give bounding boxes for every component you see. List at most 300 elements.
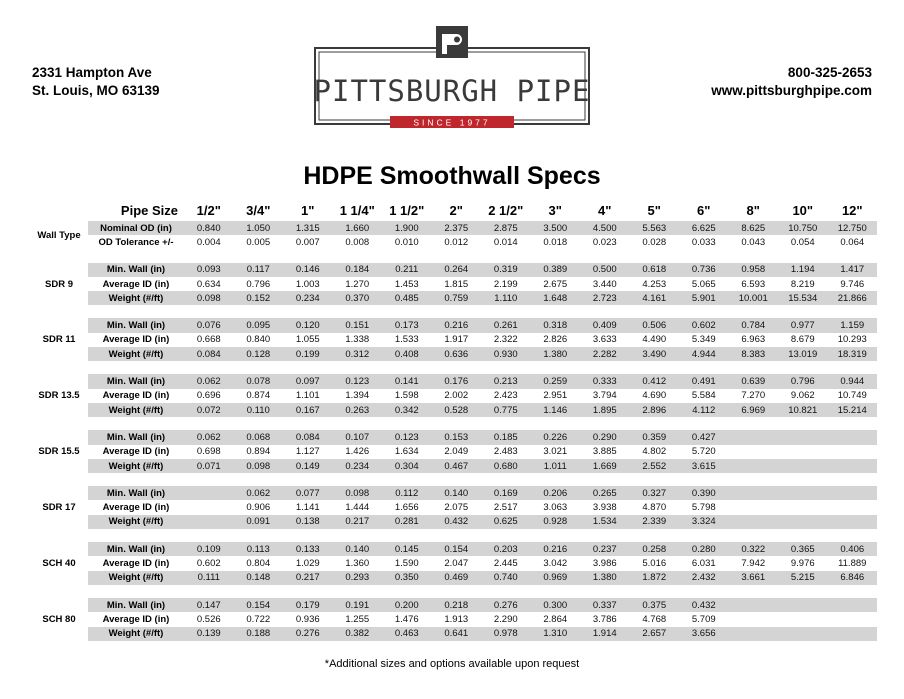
table-cell: 0.033 <box>691 236 716 248</box>
table-cell: 0.084 <box>283 430 333 444</box>
table-cell: 3.042 <box>543 557 568 569</box>
table-cell: 1.444 <box>345 502 370 514</box>
table-cell: 4.112 <box>679 403 729 417</box>
table-cell: 0.639 <box>729 374 779 388</box>
table-cell <box>778 430 828 444</box>
table-cell: 0.139 <box>184 627 234 641</box>
table-cell: 0.169 <box>481 486 531 500</box>
table-cell: 0.062 <box>184 430 234 444</box>
table-cell: 0.406 <box>828 542 878 556</box>
address-line2: St. Louis, MO 63139 <box>32 83 160 98</box>
table-cell <box>828 627 878 641</box>
table-cell: 0.958 <box>729 263 779 277</box>
table-cell <box>828 445 878 459</box>
table-cell: 9.062 <box>790 390 815 402</box>
row-label: Average ID (in) <box>102 557 170 569</box>
table-cell: 0.874 <box>246 390 271 402</box>
table-cell: 1.914 <box>580 627 630 641</box>
table-cell: 0.072 <box>184 403 234 417</box>
row-label: Weight (#/ft) <box>88 403 184 417</box>
group-label: SCH 80 <box>30 598 88 641</box>
table-cell <box>828 430 878 444</box>
specs-table <box>30 199 877 641</box>
table-cell: 0.023 <box>592 236 617 248</box>
table-cell: 0.012 <box>444 236 469 248</box>
table-cell: 4.944 <box>679 347 729 361</box>
table-cell <box>729 430 779 444</box>
table-cell: 0.068 <box>234 430 284 444</box>
table-cell: 1.159 <box>828 318 878 332</box>
pipe-size-header: 2" <box>449 202 463 218</box>
table-row <box>30 277 877 291</box>
table-cell: 0.318 <box>531 318 581 332</box>
table-cell: 0.528 <box>432 403 482 417</box>
table-cell: 1.669 <box>580 459 630 473</box>
table-cell: 1.648 <box>531 291 581 305</box>
row-label: Weight (#/ft) <box>88 291 184 305</box>
table-cell: 0.936 <box>295 613 320 625</box>
table-cell: 8.679 <box>790 334 815 346</box>
table-row <box>30 445 877 459</box>
table-cell: 0.234 <box>333 459 383 473</box>
table-cell: 0.258 <box>630 542 680 556</box>
table-cell: 0.668 <box>196 334 221 346</box>
table-cell <box>828 459 878 473</box>
table-cell: 0.281 <box>382 515 432 529</box>
table-cell: 0.636 <box>432 347 482 361</box>
table-cell: 0.390 <box>679 486 729 500</box>
table-cell: 5.798 <box>691 502 716 514</box>
table-cell <box>778 445 828 459</box>
table-cell: 0.109 <box>184 542 234 556</box>
table-cell: 2.375 <box>432 221 482 235</box>
table-cell: 0.054 <box>790 236 815 248</box>
table-cell: 0.928 <box>531 515 581 529</box>
table-cell: 0.185 <box>481 430 531 444</box>
table-cell: 0.077 <box>283 486 333 500</box>
table-cell <box>778 515 828 529</box>
pipe-size-header: 3" <box>548 202 562 218</box>
table-cell: 0.618 <box>630 263 680 277</box>
table-cell: 8.219 <box>790 278 815 290</box>
table-row <box>30 571 877 585</box>
table-cell: 0.409 <box>580 318 630 332</box>
table-cell: 4.161 <box>630 291 680 305</box>
table-cell: 8.625 <box>729 221 779 235</box>
table-cell: 0.110 <box>234 403 284 417</box>
table-cell: 4.802 <box>642 446 667 458</box>
table-cell: 6.963 <box>741 334 766 346</box>
table-cell: 5.563 <box>630 221 680 235</box>
table-cell: 1.380 <box>531 347 581 361</box>
table-cell: 0.840 <box>246 334 271 346</box>
table-cell: 0.333 <box>580 374 630 388</box>
table-cell: 6.969 <box>729 403 779 417</box>
table-cell: 10.749 <box>837 390 867 402</box>
table-cell: 1.270 <box>345 278 370 290</box>
table-cell: 0.370 <box>333 291 383 305</box>
table-cell: 0.078 <box>234 374 284 388</box>
group-spacer <box>30 585 877 598</box>
table-cell: 0.112 <box>382 486 432 500</box>
table-cell: 0.141 <box>382 374 432 388</box>
table-cell: 0.076 <box>184 318 234 332</box>
table-row <box>30 627 877 641</box>
table-cell: 18.319 <box>828 347 878 361</box>
table-cell: 0.237 <box>580 542 630 556</box>
table-row <box>30 235 877 249</box>
table-cell: 0.500 <box>580 263 630 277</box>
table-cell: 0.217 <box>333 515 383 529</box>
table-cell: 3.986 <box>592 557 617 569</box>
pipe-size-header: 6" <box>697 202 711 218</box>
table-cell <box>729 515 779 529</box>
table-cell: 0.147 <box>184 598 234 612</box>
table-cell: 2.483 <box>493 446 518 458</box>
group-label: SDR 9 <box>30 263 88 306</box>
table-cell: 0.010 <box>394 236 419 248</box>
table-cell: 0.261 <box>481 318 531 332</box>
table-cell: 0.485 <box>382 291 432 305</box>
table-cell: 0.804 <box>246 557 271 569</box>
table-cell: 3.615 <box>679 459 729 473</box>
table-row <box>30 347 877 361</box>
table-cell <box>184 500 234 514</box>
table-cell: 2.339 <box>630 515 680 529</box>
table-cell: 0.234 <box>283 291 333 305</box>
table-cell: 3.885 <box>592 446 617 458</box>
group-label: Wall Type <box>30 221 88 250</box>
table-cell: 0.146 <box>283 263 333 277</box>
row-label: Nominal OD (in) <box>88 221 184 235</box>
table-row <box>30 291 877 305</box>
table-cell: 0.382 <box>333 627 383 641</box>
table-cell: 2.552 <box>630 459 680 473</box>
table-cell <box>729 445 779 459</box>
table-cell: 1.338 <box>345 334 370 346</box>
table-row <box>30 486 877 500</box>
table-cell: 0.062 <box>234 486 284 500</box>
table-cell: 0.259 <box>531 374 581 388</box>
table-cell: 0.145 <box>382 542 432 556</box>
table-cell: 0.432 <box>679 598 729 612</box>
table-cell: 2.423 <box>493 390 518 402</box>
table-cell: 0.084 <box>184 347 234 361</box>
row-label: Average ID (in) <box>102 502 170 514</box>
table-cell: 3.656 <box>679 627 729 641</box>
table-cell: 0.740 <box>481 571 531 585</box>
table-cell: 0.680 <box>481 459 531 473</box>
table-cell: 5.584 <box>691 390 716 402</box>
pipe-size-header: 12" <box>841 202 863 218</box>
table-cell: 0.389 <box>531 263 581 277</box>
table-cell: 5.215 <box>778 571 828 585</box>
table-cell: 2.049 <box>444 446 469 458</box>
table-cell <box>828 598 878 612</box>
table-cell: 4.690 <box>642 390 667 402</box>
table-cell: 12.750 <box>828 221 878 235</box>
group-spacer <box>30 250 877 263</box>
table-cell: 1.895 <box>580 403 630 417</box>
row-label: Min. Wall (in) <box>88 318 184 332</box>
table-cell: 0.978 <box>481 627 531 641</box>
table-cell: 0.005 <box>246 236 271 248</box>
table-cell: 0.062 <box>184 374 234 388</box>
table-cell: 4.490 <box>642 334 667 346</box>
table-cell: 0.365 <box>778 542 828 556</box>
row-label: Average ID (in) <box>102 334 170 346</box>
table-cell: 0.784 <box>729 318 779 332</box>
table-cell: 0.226 <box>531 430 581 444</box>
table-cell <box>729 500 779 514</box>
table-cell: 0.128 <box>234 347 284 361</box>
table-cell: 0.064 <box>840 236 865 248</box>
table-cell: 1.634 <box>394 446 419 458</box>
pipe-size-header: 1" <box>301 202 315 218</box>
table-cell: 0.276 <box>481 598 531 612</box>
row-label: Weight (#/ft) <box>88 515 184 529</box>
table-cell: 2.432 <box>679 571 729 585</box>
table-cell: 1.534 <box>580 515 630 529</box>
table-row <box>30 542 877 556</box>
table-cell: 0.263 <box>333 403 383 417</box>
table-row <box>30 430 877 444</box>
table-cell: 0.264 <box>432 263 482 277</box>
page-title: HDPE Smoothwall Specs <box>303 162 601 190</box>
table-cell: 0.176 <box>432 374 482 388</box>
pipe-size-header: 10" <box>792 202 814 218</box>
table-cell: 21.866 <box>828 291 878 305</box>
group-spacer <box>30 305 877 318</box>
table-cell: 1.380 <box>580 571 630 585</box>
size-header-row <box>30 199 877 221</box>
table-cell: 0.098 <box>184 291 234 305</box>
table-cell: 2.826 <box>543 334 568 346</box>
table-cell: 0.148 <box>234 571 284 585</box>
table-cell: 0.625 <box>481 515 531 529</box>
group-spacer <box>30 473 877 486</box>
table-cell: 2.896 <box>630 403 680 417</box>
table-cell: 0.312 <box>333 347 383 361</box>
group-label: SDR 13.5 <box>30 374 88 417</box>
table-cell: 0.113 <box>234 542 284 556</box>
table-cell: 5.720 <box>691 446 716 458</box>
table-cell: 2.864 <box>543 613 568 625</box>
group-label: SCH 40 <box>30 542 88 585</box>
table-cell: 0.634 <box>196 278 221 290</box>
table-cell <box>729 612 779 626</box>
table-cell: 15.214 <box>828 403 878 417</box>
table-cell: 3.633 <box>592 334 617 346</box>
table-cell: 0.184 <box>333 263 383 277</box>
table-cell: 9.746 <box>840 278 865 290</box>
table-row <box>30 389 877 403</box>
table-cell: 0.211 <box>382 263 432 277</box>
table-cell: 0.153 <box>432 430 482 444</box>
table-cell: 1.141 <box>295 502 320 514</box>
table-cell: 0.173 <box>382 318 432 332</box>
table-cell: 7.270 <box>741 390 766 402</box>
address-line1: 2331 Hampton Ave <box>32 65 152 80</box>
table-cell: 7.942 <box>741 557 766 569</box>
table-cell: 4.253 <box>642 278 667 290</box>
table-cell: 1.660 <box>333 221 383 235</box>
table-cell: 1.003 <box>295 278 320 290</box>
table-cell: 2.322 <box>493 334 518 346</box>
table-cell: 0.977 <box>778 318 828 332</box>
table-cell: 1.476 <box>394 613 419 625</box>
table-cell: 10.750 <box>778 221 828 235</box>
table-cell: 2.875 <box>481 221 531 235</box>
table-cell <box>778 500 828 514</box>
table-cell: 4.500 <box>580 221 630 235</box>
table-cell: 2.657 <box>630 627 680 641</box>
table-cell: 0.203 <box>481 542 531 556</box>
table-cell: 0.930 <box>481 347 531 361</box>
pipe-size-label: Pipe Size <box>120 202 178 218</box>
table-row <box>30 500 877 514</box>
table-cell: 6.625 <box>679 221 729 235</box>
table-cell: 0.191 <box>333 598 383 612</box>
table-cell: 0.200 <box>382 598 432 612</box>
table-cell: 0.179 <box>283 598 333 612</box>
table-cell: 0.432 <box>432 515 482 529</box>
table-cell: 0.840 <box>184 221 234 235</box>
table-cell: 1.917 <box>444 334 469 346</box>
table-cell: 1.417 <box>828 263 878 277</box>
table-cell: 1.815 <box>444 278 469 290</box>
table-cell: 0.602 <box>196 557 221 569</box>
row-label: Weight (#/ft) <box>88 627 184 641</box>
table-cell <box>778 627 828 641</box>
row-label: Min. Wall (in) <box>88 374 184 388</box>
table-cell: 0.276 <box>283 627 333 641</box>
table-cell <box>184 486 234 500</box>
group-spacer <box>30 417 877 430</box>
table-cell: 0.216 <box>432 318 482 332</box>
table-cell: 0.526 <box>196 613 221 625</box>
table-cell: 1.426 <box>345 446 370 458</box>
table-cell: 6.846 <box>828 571 878 585</box>
table-row <box>30 556 877 570</box>
phone-number: 800-325-2653 <box>787 65 872 80</box>
table-cell: 0.206 <box>531 486 581 500</box>
row-label: Average ID (in) <box>102 390 170 402</box>
table-cell <box>778 459 828 473</box>
contact-block <box>711 64 872 100</box>
table-cell: 13.019 <box>778 347 828 361</box>
table-cell: 2.290 <box>493 613 518 625</box>
pipe-size-header: 1/2" <box>196 202 221 218</box>
table-cell: 2.517 <box>493 502 518 514</box>
table-cell: 0.506 <box>630 318 680 332</box>
table-cell: 0.427 <box>679 430 729 444</box>
address-block <box>32 64 160 100</box>
table-cell: 3.021 <box>543 446 568 458</box>
table-cell: 2.723 <box>580 291 630 305</box>
table-cell: 6.031 <box>691 557 716 569</box>
table-cell: 3.661 <box>729 571 779 585</box>
company-logo <box>314 26 590 130</box>
table-cell: 2.047 <box>444 557 469 569</box>
table-cell: 15.534 <box>778 291 828 305</box>
table-cell: 1.913 <box>444 613 469 625</box>
table-cell <box>729 486 779 500</box>
table-cell: 0.722 <box>246 613 271 625</box>
table-cell: 11.889 <box>838 557 867 569</box>
table-cell: 0.216 <box>531 542 581 556</box>
table-cell: 0.775 <box>481 403 531 417</box>
table-cell: 10.001 <box>729 291 779 305</box>
logo-tagline: SINCE 1977 <box>413 117 491 128</box>
table-cell: 0.280 <box>679 542 729 556</box>
table-cell: 0.350 <box>382 571 432 585</box>
table-cell: 1.315 <box>283 221 333 235</box>
table-cell: 0.098 <box>234 459 284 473</box>
table-cell: 1.394 <box>345 390 370 402</box>
group-spacer <box>30 361 877 374</box>
table-cell: 0.906 <box>246 502 271 514</box>
table-cell: 0.217 <box>283 571 333 585</box>
group-spacer <box>30 529 877 542</box>
table-cell: 1.453 <box>394 278 419 290</box>
table-cell: 0.319 <box>481 263 531 277</box>
table-cell: 1.101 <box>295 390 320 402</box>
table-cell: 0.167 <box>283 403 333 417</box>
table-cell: 0.293 <box>333 571 383 585</box>
table-cell <box>828 515 878 529</box>
table-cell: 0.111 <box>184 571 234 585</box>
table-cell: 1.011 <box>531 459 581 473</box>
table-cell: 0.138 <box>283 515 333 529</box>
pipe-size-header: 5" <box>647 202 661 218</box>
row-label: Average ID (in) <box>102 278 170 290</box>
table-cell: 0.698 <box>196 446 221 458</box>
footnote: *Additional sizes and options available upon request <box>324 658 580 670</box>
table-cell: 0.265 <box>580 486 630 500</box>
table-cell: 0.098 <box>333 486 383 500</box>
table-row <box>30 612 877 626</box>
table-row <box>30 403 877 417</box>
table-cell: 3.063 <box>543 502 568 514</box>
table-cell: 0.375 <box>630 598 680 612</box>
table-cell: 0.894 <box>246 446 271 458</box>
logo-name: PITTSBURGH PIPE <box>314 74 590 108</box>
table-cell: 0.463 <box>382 627 432 641</box>
table-cell: 0.290 <box>580 430 630 444</box>
table-cell: 0.337 <box>580 598 630 612</box>
pipe-size-header: 1 1/2" <box>389 202 425 218</box>
table-cell: 5.349 <box>691 334 716 346</box>
table-cell: 1.360 <box>345 557 370 569</box>
table-cell: 0.151 <box>333 318 383 332</box>
table-cell: 0.107 <box>333 430 383 444</box>
table-cell: 0.007 <box>295 236 320 248</box>
table-cell: 2.002 <box>444 390 469 402</box>
table-row <box>30 263 877 277</box>
row-label: Weight (#/ft) <box>88 347 184 361</box>
website-link[interactable]: www.pittsburghpipe.com <box>711 83 872 98</box>
table-cell <box>729 459 779 473</box>
table-row <box>30 318 877 332</box>
table-cell: 0.043 <box>741 236 766 248</box>
row-label: Min. Wall (in) <box>88 486 184 500</box>
table-cell: 0.091 <box>234 515 284 529</box>
table-cell: 0.093 <box>184 263 234 277</box>
table-cell: 0.018 <box>543 236 568 248</box>
table-cell: 1.146 <box>531 403 581 417</box>
table-cell: 0.469 <box>432 571 482 585</box>
